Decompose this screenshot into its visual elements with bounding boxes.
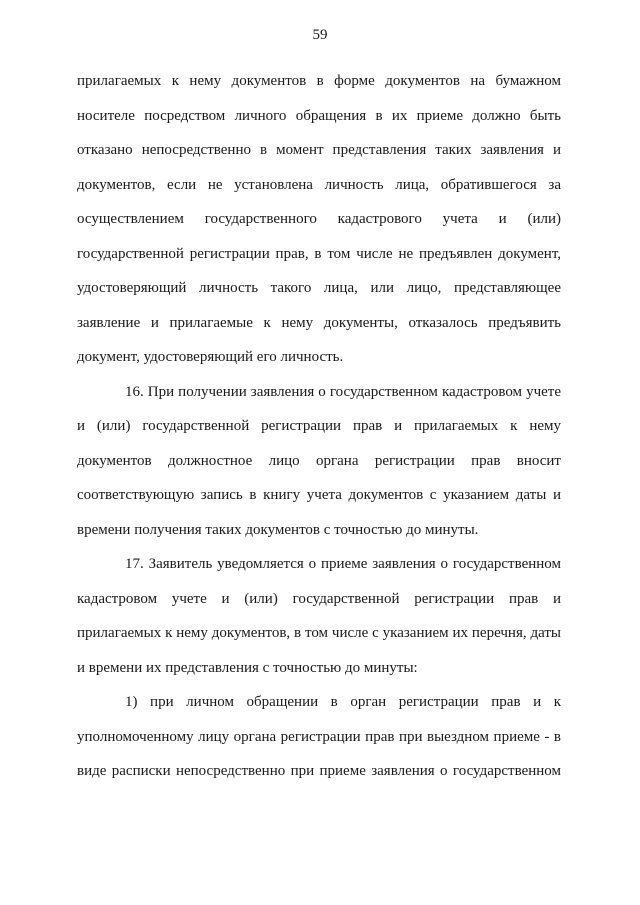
text-line: заявление и прилагаемые к нему документы, отказалось предъявить xyxy=(77,314,561,331)
text-line: документов, если не установлена личность лица, обратившегося за xyxy=(77,176,561,193)
text-line: и времени их представления с точностью до минуты: xyxy=(77,659,418,676)
paragraph-continuation xyxy=(77,64,561,375)
text-line: кадастровом учете и (или) государственной регистрации прав и xyxy=(77,590,561,607)
text-line: виде расписки непосредственно при приеме заявления о государственном xyxy=(77,763,561,779)
text-line: 16. При получении заявления о государственном кадастровом учете xyxy=(125,383,561,400)
text-line: документов должностное лицо органа регистрации прав вносит xyxy=(77,452,561,469)
text-line: прилагаемых к нему документов, в том числе с указанием их перечня, даты xyxy=(77,625,561,641)
document-body xyxy=(77,64,561,789)
text-line: соответствующую запись в книгу учета документов с указанием даты и xyxy=(77,487,561,503)
text-line: удостоверяющий личность такого лица, или лицо, представляющее xyxy=(77,280,561,296)
text-line: осуществлением государственного кадастрового учета и (или) xyxy=(77,211,561,227)
text-line: отказано непосредственно в момент представления таких заявления и xyxy=(77,142,561,158)
text-line: прилагаемых к нему документов в форме документов на бумажном xyxy=(77,73,561,89)
text-line: 17. Заявитель уведомляется о приеме заявления о государственном xyxy=(125,556,561,572)
text-line: государственной регистрации прав, в том числе не предъявлен документ, xyxy=(77,245,561,262)
text-line: документ, удостоверяющий его личность. xyxy=(77,349,344,365)
text-line: носителе посредством личного обращения в их приеме должно быть xyxy=(77,107,561,124)
text-line: и (или) государственной регистрации прав и прилагаемых к нему xyxy=(77,418,561,434)
text-line: времени получения таких документов с точностью до минуты. xyxy=(77,521,479,538)
paragraph-16 xyxy=(77,375,561,548)
text-line: уполномоченному лицу органа регистрации прав при выездном приеме - в xyxy=(77,728,561,745)
paragraph-17 xyxy=(77,547,561,685)
page-number: 59 xyxy=(312,27,328,43)
text-line: 1) при личном обращении в орган регистрации прав и к xyxy=(125,694,561,710)
paragraph-17-item-1 xyxy=(77,685,561,789)
